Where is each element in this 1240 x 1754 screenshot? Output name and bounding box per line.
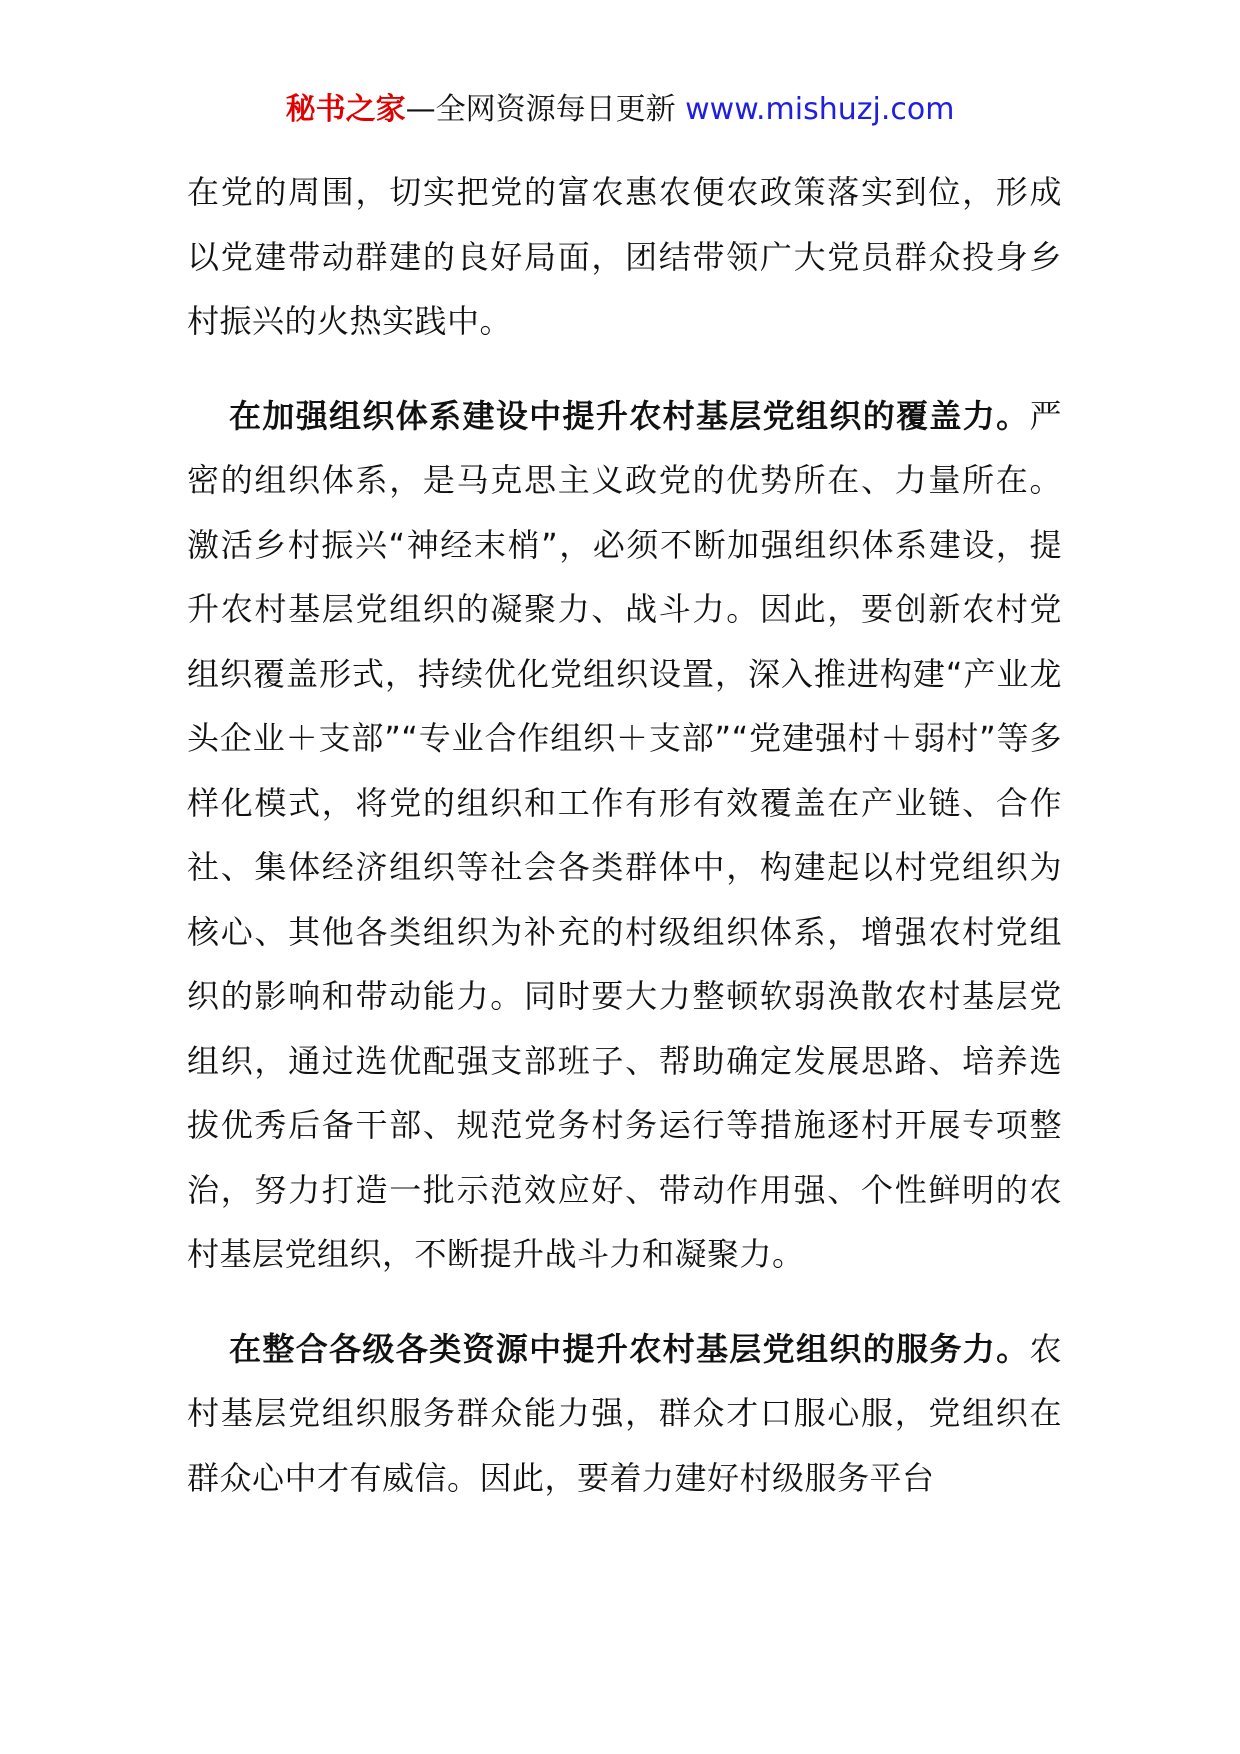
paragraph-continuation [187, 160, 1062, 354]
document-body [187, 160, 1062, 1510]
paragraph-heading: 在整合各级各类资源中提升农村基层党组织的服务力。 [229, 1329, 1030, 1368]
page-header [0, 90, 1240, 130]
paragraph-text: 农村基层党组织服务群众能力强，群众才口服心服，党组织在群众心中才有威信。因此，要着力建好村级服务平台 [187, 1329, 1062, 1497]
brand-name: 秘书之家 [285, 92, 406, 127]
paragraph-text: 严密的组织体系，是马克思主义政党的优势所在、力量所在。激活乡村振兴“神经末梢”，必须不断加强组织体系建设，提升农村基层党组织的凝聚力、战斗力。因此，要创新农村党组织覆盖形式，持续优化党组织设置，深入推进构建“产业龙头企业＋支部”“专业合作组织＋支部”“党建强村＋弱村”等多样化模式，将党的组织和工作有形有效覆盖在产业链、合作社、集体经济组织等社会各类群体中，构建起以村党组织为核心、其他各类组织为补充的村级组织体系，增强农村党组织的影响和带动能力。同时要大力整顿软弱涣散农村基层党组织，通过选优配强支部班子、帮助确定发展思路、培养选拔优秀后备干部、规范党务村务运行等措施逐村开展专项整治，努力打造一批示范效应好、带动作用强、个性鲜明的农村基层党组织，不断提升战斗力和凝聚力。 [187, 396, 1062, 1273]
paragraph-heading: 在加强组织体系建设中提升农村基层党组织的覆盖力。 [229, 396, 1030, 435]
paragraph-service-capacity [187, 1317, 1062, 1511]
paragraph-organization-coverage [187, 384, 1062, 1287]
site-url-link[interactable]: www.mishuzj.com [685, 92, 955, 127]
paragraph-text: 在党的周围，切实把党的富农惠农便农政策落实到位，形成以党建带动群建的良好局面，团结带领广大党员群众投身乡村振兴的火热实践中。 [187, 173, 1062, 340]
header-tagline: —全网资源每日更新 [405, 92, 676, 127]
